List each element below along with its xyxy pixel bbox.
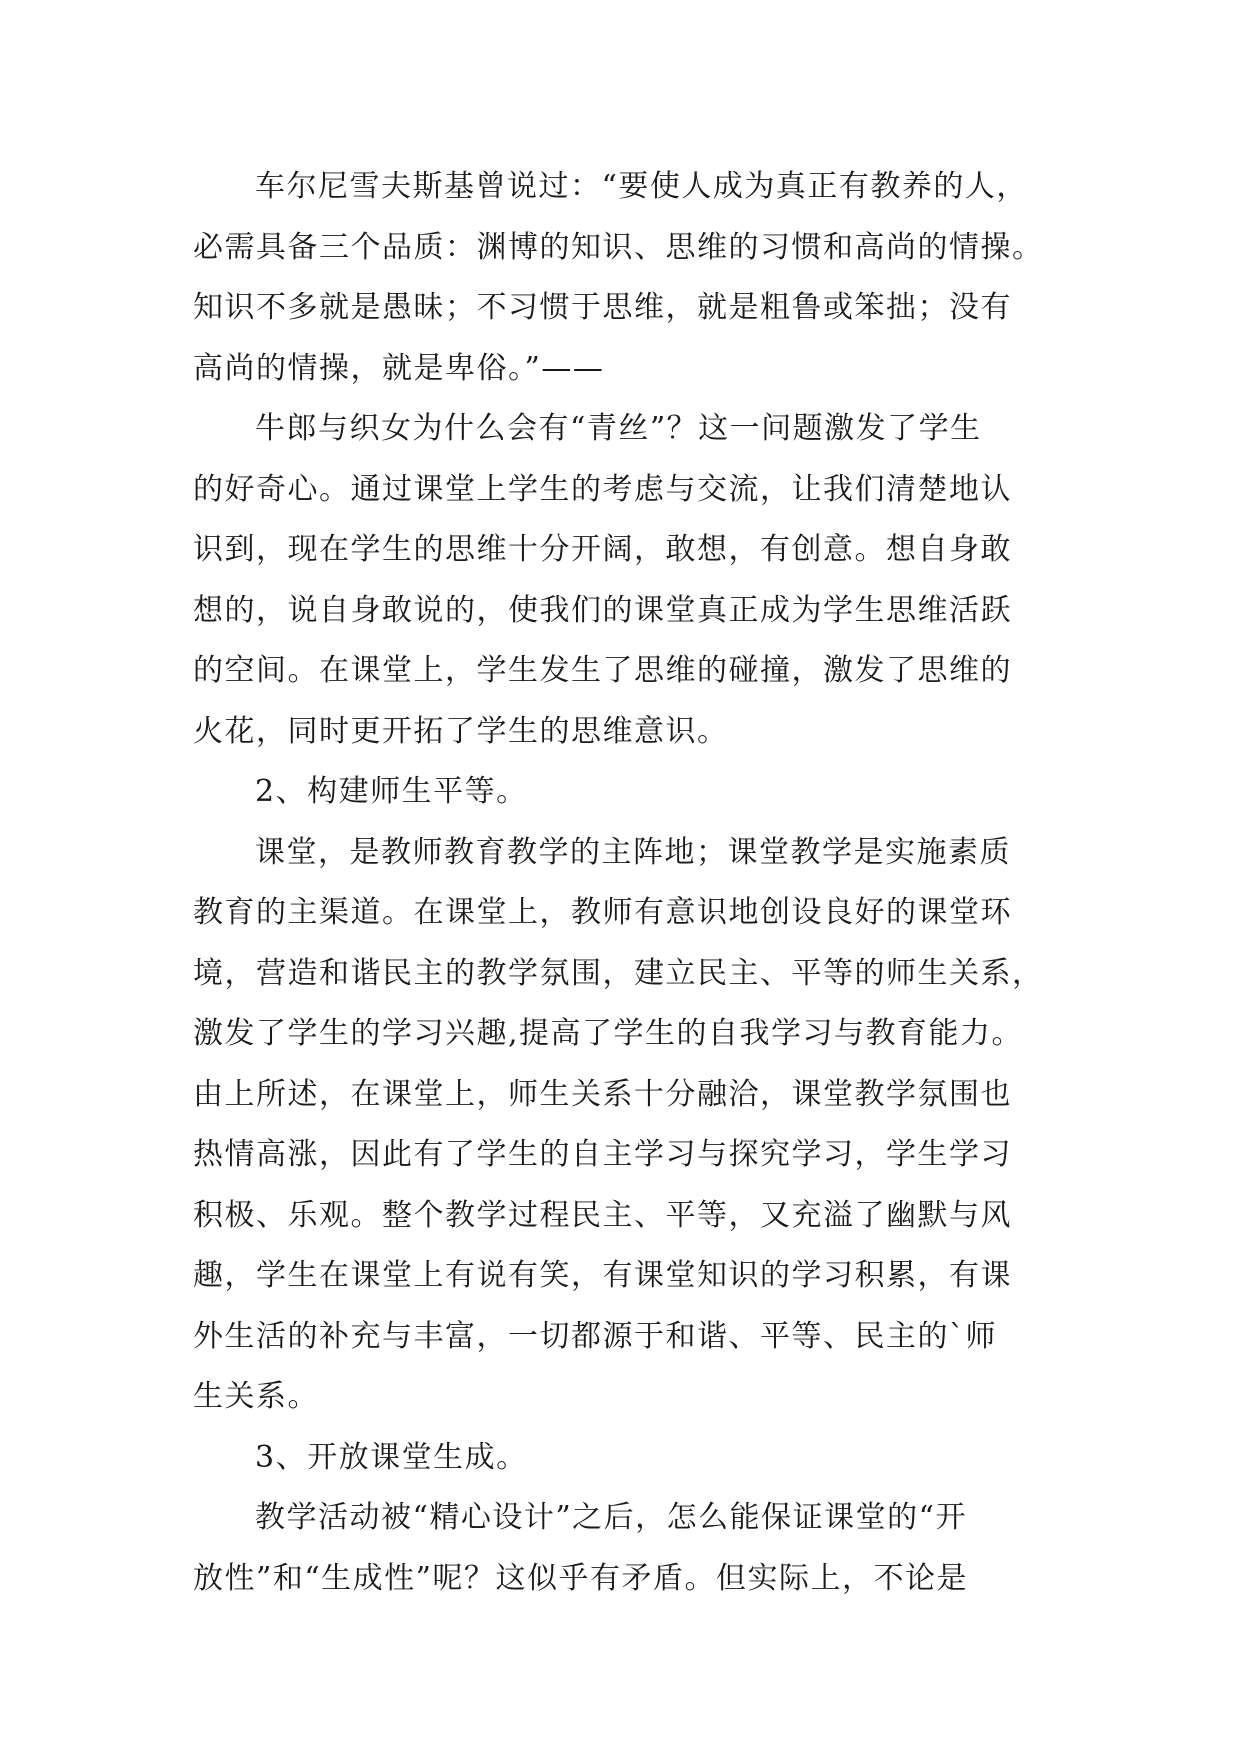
paragraph-line: 牛郎与织女为什么会有“青丝”？这一问题激发了学生 [255, 411, 982, 446]
paragraph-line: 放性”和“生成性”呢？这似乎有矛盾。但实际上，不论是 [193, 1560, 969, 1596]
paragraph-line: 激发了学生的学习兴趣,提高了学生的自我学习与教育能力。 [193, 1016, 1024, 1051]
paragraph-line: 由上所述，在课堂上，师生关系十分融洽，课堂教学氛围也 [193, 1076, 1012, 1112]
paragraph-line: 高尚的情操，就是卑俗。”—— [193, 350, 605, 386]
paragraph-line: 知识不多就是愚昧；不习惯于思维，就是粗鲁或笨拙；没有 [193, 290, 1012, 325]
paragraph-line: 车尔尼雪夫斯基曾说过：“要使人成为真正有教养的人， [255, 169, 1028, 204]
paragraph-line: 课堂，是教师教育教学的主阵地；课堂教学是实施素质 [255, 834, 1011, 870]
document-body [193, 157, 1055, 1609]
paragraph-line: 趣，学生在课堂上有说有笑，有课堂知识的学习积累，有课 [193, 1258, 1012, 1293]
section-heading: 3、开放课堂生成。 [255, 1439, 528, 1475]
paragraph-line: 热情高涨，因此有了学生的自主学习与探究学习，学生学习 [193, 1137, 1012, 1172]
section-heading: 2、构建师生平等。 [255, 774, 528, 809]
paragraph-line: 的空间。在课堂上，学生发生了思维的碰撞，激发了思维的 [193, 653, 1012, 688]
paragraph-line: 积极、乐观。整个教学过程民主、平等，又充溢了幽默与风 [193, 1197, 1012, 1233]
paragraph-line: 生关系。 [193, 1379, 319, 1414]
paragraph-line: 的好奇心。通过课堂上学生的考虑与交流，让我们清楚地认 [193, 471, 1012, 507]
paragraph-line: 必需具备三个品质：渊博的知识、思维的习惯和高尚的情操。 [193, 229, 1044, 265]
paragraph-line: 境，营造和谐民主的教学氛围，建立民主、平等的师生关系， [193, 955, 1044, 991]
paragraph-line: 教学活动被“精心设计”之后，怎么能保证课堂的“开 [255, 1500, 968, 1535]
paragraph-line: 火花，同时更开拓了学生的思维意识。 [193, 713, 729, 749]
paragraph-line: 识到，现在学生的思维十分开阔，敢想，有创意。想自身敢 [193, 532, 1012, 567]
paragraph-line: 教育的主渠道。在课堂上，教师有意识地创设良好的课堂环 [193, 895, 1012, 930]
paragraph-line: 外生活的补充与丰富，一切都源于和谐、平等、民主的`师 [193, 1318, 997, 1354]
paragraph-line: 想的，说自身敢说的，使我们的课堂真正成为学生思维活跃 [193, 592, 1012, 628]
